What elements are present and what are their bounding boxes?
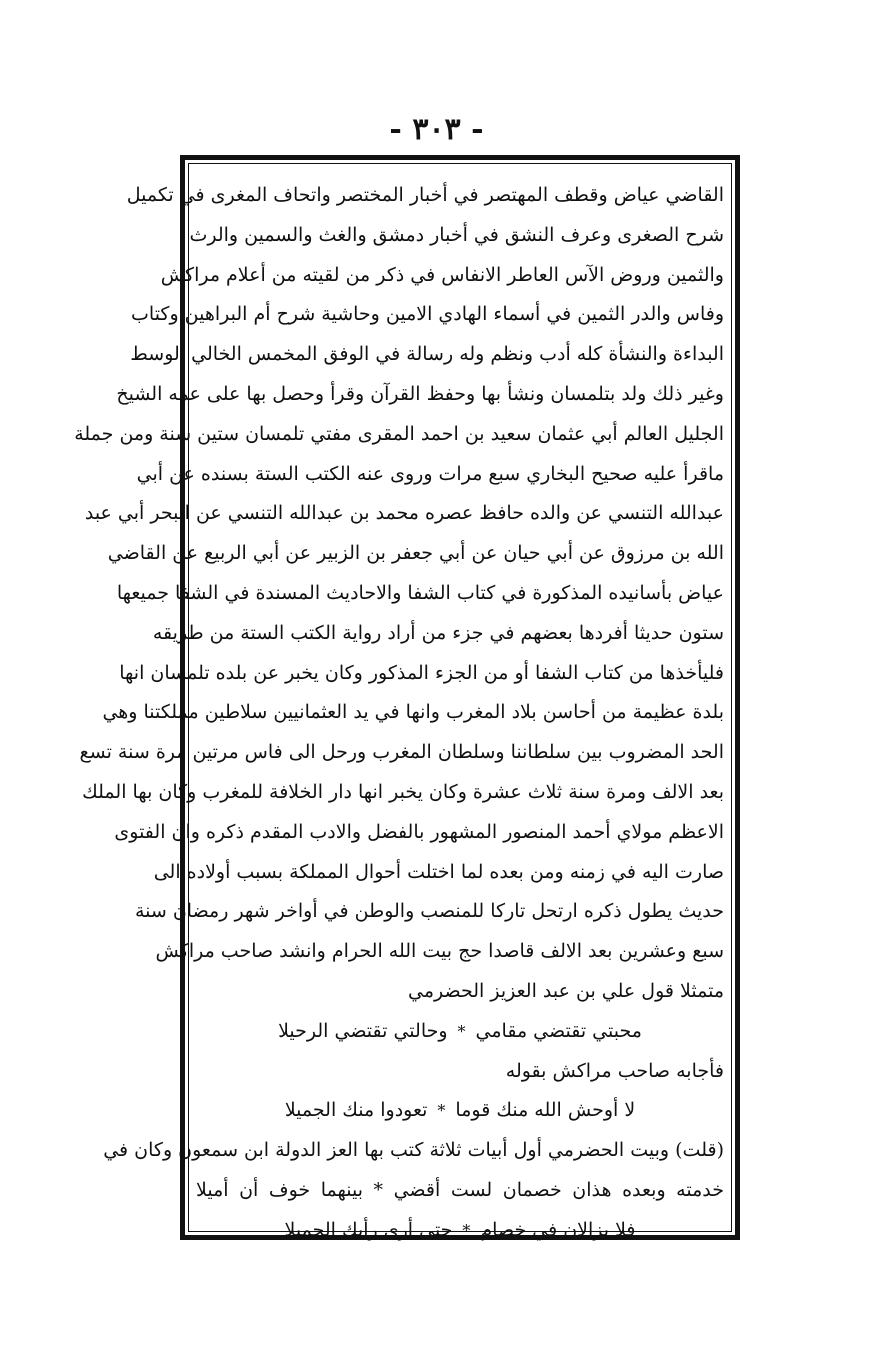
- text-line: عياض بأسانيده المذكورة في كتاب الشفا والاحاديث المسندة في الشفا جميعها: [116, 581, 724, 604]
- text-line: بلدة عظيمة من أحاسن بلاد المغرب وانها في يد العثمانيين سلاطين مملكتنا وهي: [102, 701, 724, 724]
- verse-hemistich-first: محبتي تقتضي مقامي: [475, 1019, 642, 1042]
- verse-line: [196, 1091, 724, 1131]
- verse-line: [196, 1211, 724, 1251]
- text-line: خدمته وبعده هذان خصمان لست أقضي * بينهما خوف أن أميلا: [196, 1178, 724, 1201]
- verse-hemistich-first: فلا يزالان في خصام: [480, 1218, 636, 1241]
- verse-separator: *: [437, 1101, 446, 1121]
- verse-separator: *: [462, 1220, 471, 1240]
- text-line: صارت اليه في زمنه ومن بعده لما اختلت أحوال المملكة بسبب أولاده الى: [153, 860, 724, 883]
- text-line: وفاس والدر الثمين في أسماء الهادي الامين وحاشية شرح أم البراهين وكتاب: [131, 303, 724, 326]
- verse-separator: *: [457, 1021, 466, 1041]
- text-line: شرح الصغرى وعرف النشق في أخبار دمشق والغث والسمين والرث: [189, 223, 724, 246]
- text-line: ماقرأ عليه صحيح البخاري سبع مرات وروى عنه الكتب الستة بسنده عن أبي: [136, 462, 724, 485]
- text-line: الاعظم مولاي أحمد المنصور المشهور بالفضل والادب المقدم ذكره وان الفتوى: [114, 820, 724, 843]
- text-line: وغير ذلك ولد بتلمسان ونشأ بها وحفظ القرآن وقرأ وحصل بها على عمه الشيخ: [116, 382, 724, 405]
- text-line: فأجابه صاحب مراكش بقوله: [505, 1059, 724, 1082]
- verse-hemistich-second: تعودوا منك الجميلا: [284, 1099, 428, 1122]
- text-line: (قلت) وبيت الحضرمي أول أبيات ثلاثة كتب بها العز الدولة ابن سمعون وكان في: [103, 1139, 724, 1162]
- text-line: ستون حديثا أفردها بعضهم في جزء من أراد رواية الكتب الستة من طريقه: [152, 621, 724, 644]
- page-number: - ٣٠٣ -: [389, 112, 484, 147]
- verse-hemistich-first: لا أوحش الله منك قوما: [455, 1099, 636, 1122]
- verse-hemistich-second: وحالتي تقتضي الرحيلا: [278, 1019, 448, 1042]
- text-line: عبدالله التنسي عن والده حافظ عصره محمد بن عبدالله التنسي عن البحر أبي عبد: [84, 502, 724, 525]
- text-line: الله بن مرزوق عن أبي حيان عن أبي جعفر بن الزبير عن أبي الربيع عن القاضي: [107, 542, 724, 565]
- text-line: بعد الالف ومرة سنة ثلاث عشرة وكان يخبر انها دار الخلافة للمغرب وكان بها الملك: [82, 780, 724, 803]
- text-line: متمثلا قول علي بن عبد العزيز الحضرمي: [408, 979, 724, 1002]
- text-line: حديث يطول ذكره ارتحل تاركا للمنصب والوطن في أواخر شهر رمضان سنة: [134, 900, 724, 923]
- text-line: فليأخذها من كتاب الشفا أو من الجزء المذكور وكان يخبر عن بلده تلمسان انها: [119, 661, 724, 684]
- text-line: البداءة والنشأة كله أدب ونظم وله رسالة في الوفق المخمس الخالي الوسط: [130, 343, 724, 366]
- text-line: سبع وعشرين بعد الالف قاصدا حج بيت الله الحرام وانشد صاحب مراكش: [155, 940, 724, 963]
- verse-hemistich-second: حتى أرى رأيك الجميلا: [284, 1218, 453, 1241]
- text-line: الحد المضروب بين سلطاننا وسلطان المغرب ورحل الى فاس مرتين مرة سنة تسع: [79, 741, 724, 764]
- verse-line: [196, 1012, 724, 1052]
- text-line: والثمين وروض الآس العاطر الانفاس في ذكر من لقيته من أعلام مراكش: [160, 263, 724, 286]
- text-line: القاضي عياض وقطف المهتصر في أخبار المختصر واتحاف المغرى في تكميل: [126, 184, 724, 206]
- text-block: [74, 176, 724, 1251]
- text-line: الجليل العالم أبي عثمان سعيد بن احمد المقرى مفتي تلمسان ستين سنة ومن جملة: [74, 422, 724, 445]
